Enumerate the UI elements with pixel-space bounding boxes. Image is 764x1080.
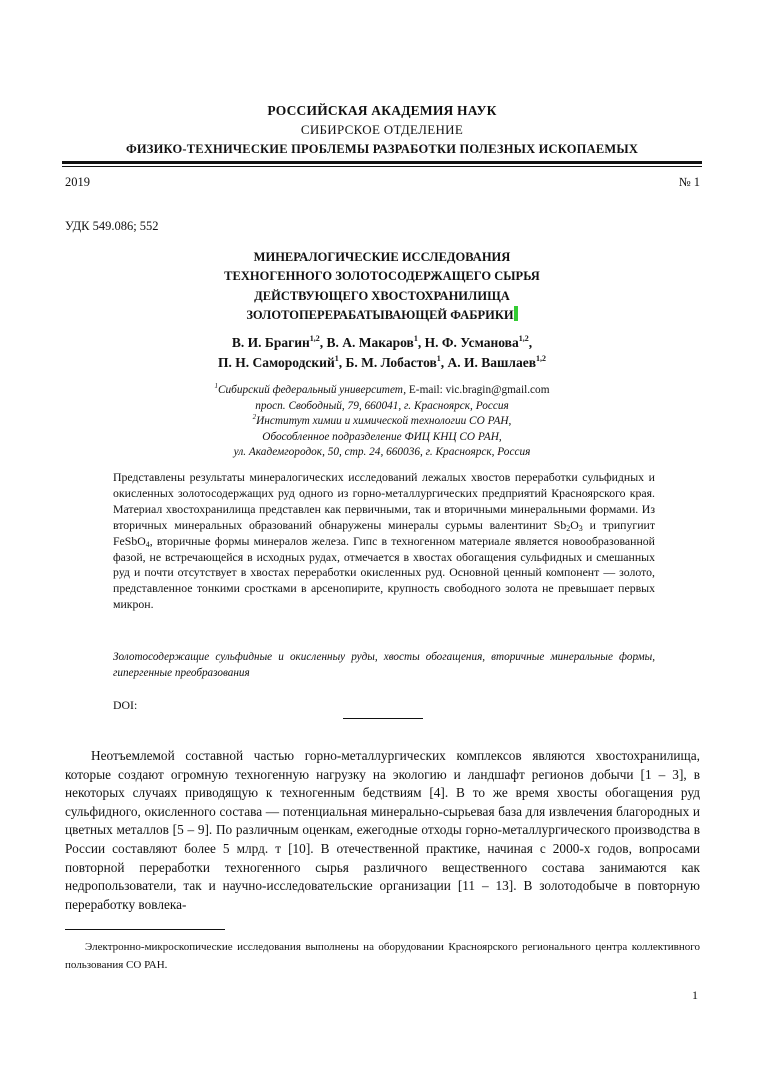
affiliation-unit: Обособленное подразделение ФИЦ КНЦ СО РАН,	[262, 430, 502, 443]
journal-year: 2019	[65, 175, 90, 189]
author-name: В. И. Брагин	[231, 335, 310, 350]
doi-label: DOI:	[113, 698, 138, 712]
title-line: ТЕХНОГЕННОГО ЗОЛОТОСОДЕРЖАЩЕГО СЫРЬЯ	[224, 269, 540, 284]
author-affiliation: 1,2	[536, 354, 547, 363]
title-line: ДЕЙСТВУЮЩЕГО ХВОСТОХРАНИЛИЩА	[254, 288, 510, 303]
journal-name: ФИЗИКО-ТЕХНИЧЕСКИЕ ПРОБЛЕМЫ РАЗРАБОТКИ ПОЛЕЗНЫХ ИСКОПАЕМЫХ	[125, 142, 639, 156]
header-rule-thin	[62, 166, 702, 167]
affiliation-name: Сибирский федеральный университет,	[218, 384, 407, 396]
footnote: Электронно-микроскопические исследования выполнены на оборудовании Красноярского регионального центра коллективного пользования СО РАН.	[65, 941, 700, 971]
author-list: В. И. Брагин$^{1,2}$, В. А. Макаров$^1$, Н. Ф. Усманова$^{1,2}$, П. Н. Самородский$^1$, Б. М. Лобастов$^1$, А. И. Вашлаев$^{1,2}$	[217, 334, 547, 370]
journal-issue: № 1	[678, 175, 700, 189]
author-name: П. Н. Самородский	[217, 355, 335, 370]
affiliation-address: просп. Свободный, 79, 660041, г. Красноярск, Россия	[255, 399, 509, 412]
affiliation-name: Институт химии и химической технологии СО РАН,	[256, 415, 512, 428]
footnote-rule	[65, 929, 225, 930]
journal-org: РОССИЙСКАЯ АКАДЕМИЯ НАУК	[267, 103, 497, 118]
page-number: 1	[692, 988, 698, 1002]
abstract: Представлены результаты минералогических исследований лежалых хвостов переработки сульфидных и окисленных золотосодержащих руд одного из горно-металлургических предприятий Красноярского края. Материал хвостохранилища представлен как первичными, так и вторичными минеральными формами. Из вторичных минеральных образований обнаружены минералы сурьмы валентинит $Sb_2O_3$ и трипугиит FeSbO$_4$, вторичные формы минералов железа. Гипс в техногенном материале является новообразованной фазой, не встречающейся в исходных рудах, отмечается в хвостах обогащения сульфидных и смешанных руд и почти отсутствует в хвостах переработки окисленных руд. Основной ценный компонент — золото, представленное тонкими сростками в арсенопирите, крупность свободного золота не превышает первых микрон.	[113, 470, 655, 612]
author-affiliation: 1	[413, 334, 418, 343]
header-rule-thick	[62, 161, 702, 164]
author-name: Б. М. Лобастов	[345, 355, 437, 370]
article-title	[0, 248, 764, 325]
section-divider	[343, 718, 423, 719]
author-affiliation: 1	[334, 354, 339, 363]
author-affiliation: 1,2	[309, 334, 320, 343]
affiliations: $^1$Сибирский федеральный университет, E-mail: vic.bragin@gmail.com просп. Свободный, 79, 660041, г. Красноярск, Россия $^2$Институт химии и химической технологии СО РАН, Обособленное подразделение ФИЦ КНЦ СО РАН, ул. Академгородок, 50, стр. 24, 660036, г. Красноярск, Россия	[0, 383, 764, 461]
title-line: МИНЕРАЛОГИЧЕСКИЕ ИССЛЕДОВАНИЯ	[253, 250, 511, 264]
author-affiliation: 1	[436, 354, 441, 363]
keywords: Золотосодержащие сульфидные и окисленныу руды, хвосты обогащения, вторичные минеральные формы, гипергенные преобразования	[113, 651, 655, 679]
body-paragraph: Неотъемлемой составной частью горно-металлургических комплексов являются хвостохранилища, которые создают огромную техногенную нагрузку на экологию и ландшафт регионов добычи [1 – 3], в некоторых случаях приводящую к техногенным бедствиям [4]. В то же время хвосты обогащения руд сульфидного, окисленного состава — потенциальная минерально-сырьевая база для извлечения благородных и цветных металлов [5 – 9]. По различным оценкам, ежегодные отходы горно-металлургического производства в России составляют более 5 млрд. т [10]. В отечественной практике, начиная с 2000-х годов, вопросами повторной переработки техногенного сырья различного вещественного состава занимаются как недропользователи, так и научно-исследовательские организации [11 – 13]. В золотодобыче в повторную переработку вовлека-	[65, 748, 700, 912]
author-name: В. А. Макаров	[326, 335, 414, 350]
author-name: А. И. Вашлаев	[447, 355, 537, 370]
author-name: Н. Ф. Усманова	[424, 335, 519, 350]
author-affiliation: 1,2	[518, 334, 529, 343]
affiliation-address: ул. Академгородок, 50, стр. 24, 660036, г. Красноярск, Россия	[233, 446, 531, 459]
text-cursor-highlight	[514, 306, 518, 321]
journal-branch: СИБИРСКОЕ ОТДЕЛЕНИЕ	[300, 122, 464, 137]
udk-code: УДК 549.086; 552	[65, 219, 159, 233]
title-line: ЗОЛОТОПЕРЕРАБАТЫВАЮЩЕЙ ФАБРИКИ	[0, 306, 764, 325]
author-email[interactable]: E-mail: vic.bragin@gmail.com	[406, 384, 550, 396]
